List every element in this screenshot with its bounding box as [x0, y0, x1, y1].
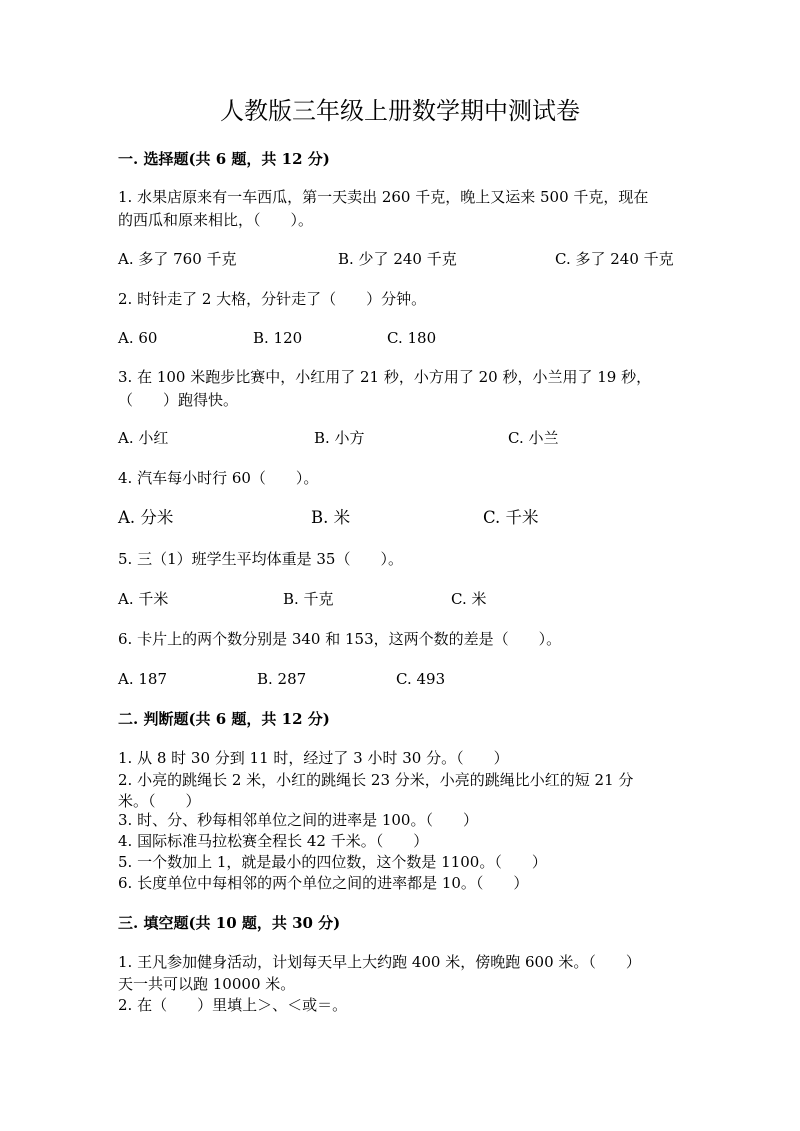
- question-4-option-a: A. 分米: [118, 508, 174, 527]
- question-5-option-c: C. 米: [451, 590, 487, 608]
- question-1-option-c: C. 多了 240 千克: [555, 250, 674, 268]
- fill-in-line: 天一共可以跑 10000 米。: [118, 975, 296, 993]
- question-3-option-a: A. 小红: [118, 429, 169, 447]
- question-5-option-a: A. 千米: [118, 590, 169, 608]
- section-heading-choice: 一. 选择题(共 6 题，共 12 分): [118, 150, 330, 168]
- question-2-option-a: A. 60: [118, 329, 158, 347]
- judgment-line: 米。（ ）: [118, 792, 201, 810]
- question-2-line-1: 2. 时针走了 2 大格，分针走了（ ）分钟。: [118, 290, 427, 308]
- question-4-option-b: B. 米: [311, 508, 351, 527]
- fill-in-line: 2. 在（ ）里填上＞、＜或＝。: [118, 996, 348, 1014]
- fill-in-line: 1. 王凡参加健身活动，计划每天早上大约跑 400 米，傍晚跑 600 米。（ ）: [118, 953, 641, 971]
- question-2-option-c: C. 180: [387, 329, 437, 347]
- page-title: 人教版三年级上册数学期中测试卷: [220, 97, 580, 125]
- question-4-line-1: 4. 汽车每小时行 60（ ）。: [118, 469, 319, 487]
- question-6-line-1: 6. 卡片上的两个数分别是 340 和 153，这两个数的差是（ ）。: [118, 630, 562, 648]
- judgment-line: 6. 长度单位中每相邻的两个单位之间的进率都是 10。（ ）: [118, 874, 529, 892]
- judgment-line: 5. 一个数加上 1，就是最小的四位数，这个数是 1100。（ ）: [118, 853, 547, 871]
- question-4-option-c: C. 千米: [483, 508, 539, 527]
- section-heading-fill-in: 三. 填空题(共 10 题，共 30 分): [118, 914, 341, 932]
- question-6-option-b: B. 287: [257, 670, 307, 688]
- judgment-line: 2. 小亮的跳绳长 2 米，小红的跳绳长 23 分米，小亮的跳绳比小红的短 21 分: [118, 771, 634, 789]
- judgment-line: 1. 从 8 时 30 分到 11 时，经过了 3 小时 30 分。（ ）: [118, 749, 509, 767]
- question-1-option-b: B. 少了 240 千克: [338, 250, 457, 268]
- question-3-option-c: C. 小兰: [508, 429, 559, 447]
- question-1-line-1: 1. 水果店原来有一车西瓜，第一天卖出 260 千克，晚上又运来 500 千克，现在: [118, 188, 649, 206]
- question-5-option-b: B. 千克: [283, 590, 334, 608]
- section-heading-judgment: 二. 判断题(共 6 题，共 12 分): [118, 710, 330, 728]
- judgment-line: 3. 时、分、秒每相邻单位之间的进率是 100。（ ）: [118, 811, 478, 829]
- judgment-line: 4. 国际标准马拉松赛全程长 42 千米。（ ）: [118, 832, 429, 850]
- question-5-line-1: 5. 三（1）班学生平均体重是 35（ ）。: [118, 550, 403, 568]
- question-1-line-2: 的西瓜和原来相比，（ ）。: [118, 211, 314, 229]
- question-2-option-b: B. 120: [253, 329, 303, 347]
- question-3-line-2: （ ）跑得快。: [118, 391, 239, 409]
- question-1-option-a: A. 多了 760 千克: [118, 250, 237, 268]
- question-6-option-c: C. 493: [396, 670, 446, 688]
- question-3-option-b: B. 小方: [314, 429, 365, 447]
- question-6-option-a: A. 187: [118, 670, 167, 688]
- question-3-line-1: 3. 在 100 米跑步比赛中，小红用了 21 秒，小方用了 20 秒，小兰用了 19 秒，: [118, 368, 652, 386]
